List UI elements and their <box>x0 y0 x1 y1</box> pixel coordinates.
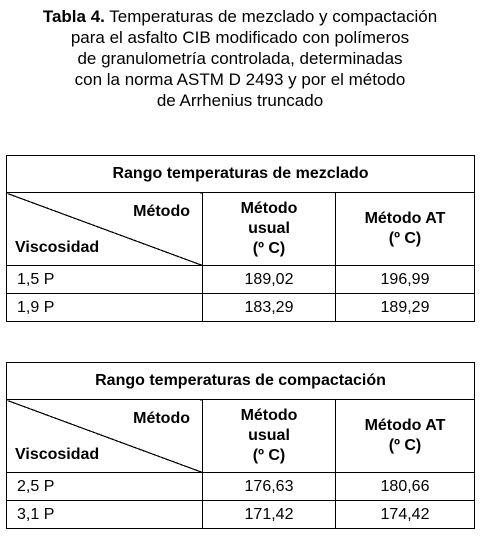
header-line: (º C) <box>252 240 286 257</box>
corner-method-label: Método <box>133 410 190 427</box>
header-line: Método <box>240 407 298 424</box>
caption-label: Tabla 4. <box>42 7 105 26</box>
table-row <box>7 501 475 529</box>
header-line: Método AT <box>364 210 446 227</box>
value-usual: 176,63 <box>203 473 336 501</box>
corner-viscosity-label: Viscosidad <box>15 446 100 463</box>
value-usual: 189,02 <box>203 266 336 294</box>
column-header-usual <box>203 400 336 473</box>
caption-line-2: para el asfalto CIB modificado con polímeros <box>70 28 410 47</box>
value-at: 174,42 <box>336 501 475 529</box>
header-line: usual <box>248 220 290 237</box>
value-at: 180,66 <box>336 473 475 501</box>
row-label: 1,5 P <box>7 266 203 294</box>
value-usual: 171,42 <box>203 501 336 529</box>
column-header-usual <box>203 193 336 266</box>
column-header-at <box>336 193 475 266</box>
table-row <box>7 266 475 294</box>
header-line: (º C) <box>388 437 422 454</box>
caption-line-4: con la norma ASTM D 2493 y por el método <box>74 70 406 89</box>
table-title: Rango temperaturas de mezclado <box>7 156 475 193</box>
corner-method-label: Método <box>133 203 190 220</box>
corner-header-cell <box>7 193 203 266</box>
compaction-temperature-table <box>6 362 475 529</box>
header-line: Método AT <box>364 417 446 434</box>
header-line: Método <box>240 200 298 217</box>
row-label: 2,5 P <box>7 473 203 501</box>
header-line: (º C) <box>252 447 286 464</box>
column-header-at <box>336 400 475 473</box>
caption-line-3: de granulometría controlada, determinadas <box>77 49 403 68</box>
row-label: 1,9 P <box>7 294 203 322</box>
table-caption <box>0 6 480 111</box>
table-row <box>7 473 475 501</box>
value-at: 196,99 <box>336 266 475 294</box>
caption-line-1 <box>0 6 480 27</box>
table-title: Rango temperaturas de compactación <box>7 363 475 400</box>
caption-line-5: de Arrhenius truncado <box>156 91 324 110</box>
row-label: 3,1 P <box>7 501 203 529</box>
corner-header-cell <box>7 400 203 473</box>
mixing-temperature-table <box>6 155 475 322</box>
value-at: 189,29 <box>336 294 475 322</box>
caption-text-1: Temperaturas de mezclado y compactación <box>104 7 438 26</box>
header-line: (º C) <box>388 230 422 247</box>
header-line: usual <box>248 427 290 444</box>
corner-viscosity-label: Viscosidad <box>15 239 100 256</box>
table-row <box>7 294 475 322</box>
value-usual: 183,29 <box>203 294 336 322</box>
